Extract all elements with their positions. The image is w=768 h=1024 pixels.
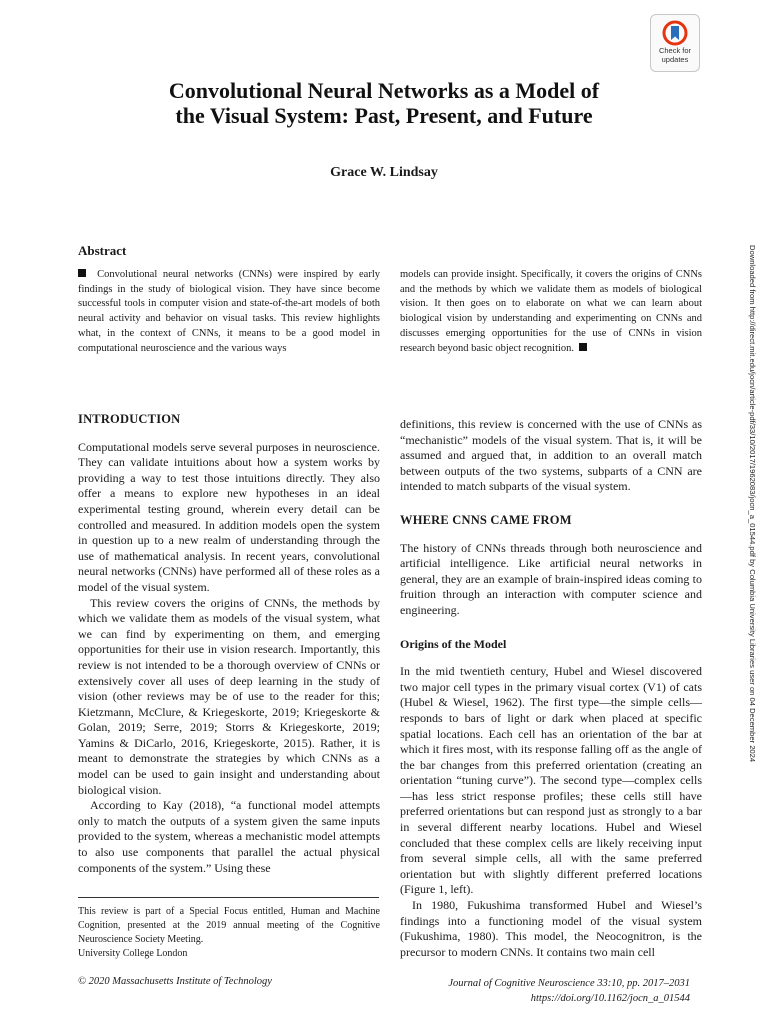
intro-paragraph-2: This review covers the origins of CNNs, the methods by which we validate them as models of the visual system, what we can find by experimenting on them, and emerging opportunities for their use in vision research. Importantly, this review is not intended to be a thorough overview of CNNs or extensively cover all uses of deep learning in the study of vision (other reviews may be of use to the reader for this; Kietzmann, McClure, & Kriegeskorte, 2019; Kriegeskorte & Golan, 2019; Serre, 2019; Storrs & Kriegeskorte, 2019; Yamins & DiCarlo, 2016, Kriegeskorte, 2015). Rather, it is meant to demonstrate the strategies by which CNNs as a model can be used to gain insight and understanding about biological vision. xyxy=(78,595,380,797)
abstract-left xyxy=(78,268,380,356)
badge-label-line1: Check for xyxy=(658,46,692,55)
intro-paragraph-3: According to Kay (2018), “a functional model attempts only to match the outputs of a system given the same inputs provided to the system, whereas a mechanistic model attempts to also use components that parallel the actual physical components of the system.” Using these xyxy=(78,798,380,875)
journal-info: Journal of Cognitive Neuroscience 33:10, pp. 2017–2031 xyxy=(448,978,690,989)
body-column-left xyxy=(78,412,380,876)
doi-link[interactable]: https://doi.org/10.1162/jocn_a_01544 xyxy=(530,993,690,1004)
author-name: Grace W. Lindsay xyxy=(330,165,438,180)
journal-citation xyxy=(448,976,690,1006)
abstract-right-text: models can provide insight. Specifically, it covers the origins of CNNs and the methods by which we validate them as models of biological vision. It then goes on to elaborate on what we can learn about biological vision by understanding and experimenting on CNNs and discusses emerging opportunities for the use of CNNs in vision research beyond basic object recognition. xyxy=(400,269,702,354)
title-line-1: Convolutional Neural Networks as a Model of xyxy=(168,78,600,103)
author-affiliation: University College London xyxy=(78,948,188,959)
intro-paragraph-1: Computational models serve several purposes in neuroscience. They can validate intuitions about how a system works by providing a way to test those intuitions directly. They also offer a means to explore new hypotheses in an ideal experimental testing ground, wherein every detail can be controlled and measured. In addition models open the system in question up to a new realm of understanding through the use of mathematical analysis. In recent years, convolutional neural networks (CNNs) have performed all of these roles as a model of the visual system. xyxy=(78,439,380,594)
footnote-divider xyxy=(78,897,379,898)
paper-title xyxy=(90,78,678,128)
title-line-2: the Visual System: Past, Present, and Future xyxy=(175,103,593,128)
badge-label-line2: updates xyxy=(661,55,689,64)
body-column-right xyxy=(400,417,702,960)
download-watermark-text: Downloaded from http://direct.mit.edu/jocn/article-pdf/33/10/2017/1962083/jocn_a_01544.pdf by Columbia University Libraries user on 04 December 2024 xyxy=(748,245,757,763)
history-paragraph: The history of CNNs threads through both neuroscience and artificial intelligence. Like artificial neural networks in general, they are an example of brain-inspired ideas coming to fruition through an interaction with computer science and engineering. xyxy=(400,540,702,617)
check-for-updates-icon xyxy=(662,20,688,46)
footnote xyxy=(78,905,380,961)
where-cnns-came-from-heading: WHERE CNNS CAME FROM xyxy=(400,512,572,527)
footnote-text: This review is part of a Special Focus entitled, Human and Machine Cognition, presented at the 2019 annual meeting of the Cognitive Neuroscience Society Meeting. xyxy=(78,906,380,945)
abstract-heading: Abstract xyxy=(78,243,127,258)
abstract-left-text: Convolutional neural networks (CNNs) were inspired by early findings in the study of biological vision. They have since become successful tools in computer vision and state-of-the-art models of both neural activity and behavior on visual tasks. This review highlights what, in the context of CNNs, it means to be a good model in computational neuroscience and the various ways xyxy=(78,269,381,354)
origins-subheading: Origins of the Model xyxy=(400,636,507,651)
check-for-updates-badge[interactable] xyxy=(650,14,700,72)
abstract-end-square-icon xyxy=(579,343,587,351)
copyright-notice: © 2020 Massachusetts Institute of Technology xyxy=(78,976,272,987)
abstract-right xyxy=(400,268,702,356)
fukushima-paragraph: In 1980, Fukushima transformed Hubel and Wiesel’s findings into a functioning model of the visual system (Fukushima, 1980). This model, the Neocognitron, is the precursor to modern CNNs. It contains two main cell xyxy=(400,898,702,959)
abstract-start-square-icon xyxy=(78,269,86,277)
download-watermark xyxy=(743,245,757,805)
definitions-paragraph: definitions, this review is concerned with the use of CNNs as “mechanistic” models of the visual system. That is, it will be assumed and argued that, in addition to an overall match between outputs of the two systems, subparts of a CNN are intended to match subparts of the visual system. xyxy=(400,417,702,494)
origins-paragraph: In the mid twentieth century, Hubel and Wiesel discovered two major cell types in the primary visual cortex (V1) of cats (Hubel & Wiesel, 1962). The first type—the simple cells—responds to bars of light or dark when placed at specific spatial locations. Each cell has an orientation of the bar at which it fires most, with its response falling off as the angle of the bar changes from this preferred orientation (creating an orientation “tuning curve”). The second type—complex cells—has less strict response profiles; these cells still have preferred orientations but can respond just as strongly to a bar in several different nearby locations. Hubel and Wiesel concluded that these complex cells are likely receiving input from several simple cells, all with the same preferred orientation but with slightly different preferred locations (Figure 1, left). xyxy=(400,664,702,897)
introduction-heading: INTRODUCTION xyxy=(78,412,181,426)
